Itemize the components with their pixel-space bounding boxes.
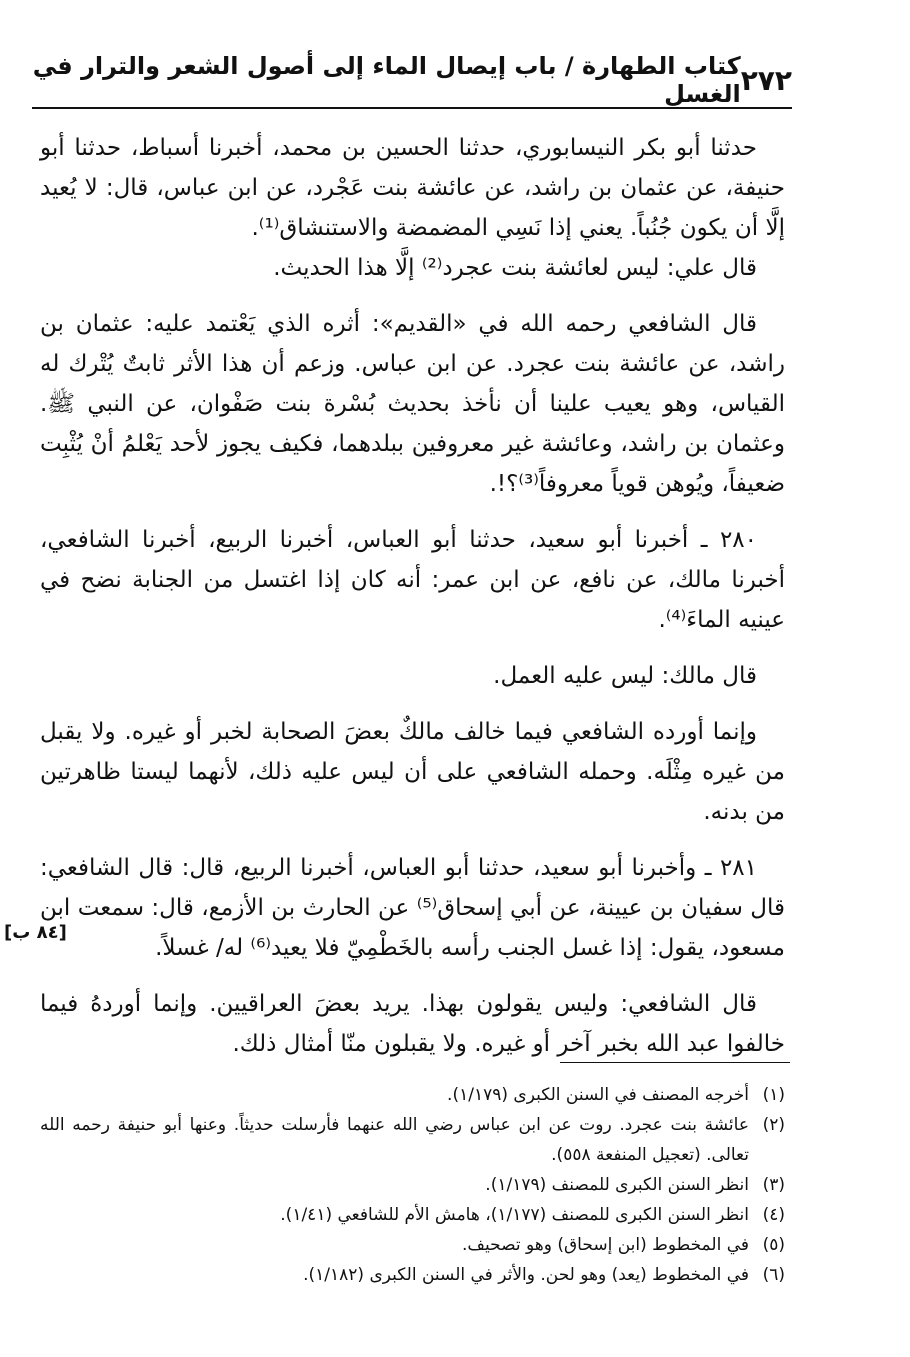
paragraph: ٢٨٠ ـ أخبرنا أبو سعيد، حدثنا أبو العباس، أخبرنا الربيع، أخبرنا الشافعي، أخبرنا مالك، عن نافع، عن ابن عمر: أنه كان إذا اغتسل من الجنابة نضح في عينيه الماءَ⁽⁴⁾. — [40, 527, 785, 633]
main-text — [40, 128, 785, 1064]
paragraph: قال علي: ليس لعائشة بنت عجرد⁽²⁾ إلَّا هذا الحديث. — [273, 255, 757, 281]
footnote-number: (٣) — [762, 1175, 785, 1195]
paragraph: قال الشافعي رحمه الله في «القديم»: أثره الذي يَعْتمد عليه: عثمان بن راشد، عن عائشة بنت عجرد. عن ابن عباس. وزعم أن هذا الأثر ثابتٌ يُتْرك له القياس، وهو يعيب علينا أن نأخذ بحديث بُسْرة بنت صَفْوان، عن النبي ﷺ. وعثمان بن راشد، وعائشة غير معروفين ببلدهما، فكيف يجوز لأحد يَعْلمُ أنْ يُثْبِت ضعيفاً، ويُوهن قوياً معروفاً⁽³⁾؟!. — [40, 311, 785, 497]
footnote — [40, 1260, 785, 1290]
paragraph: وإنما أورده الشافعي فيما خالف مالكٌ بعضَ الصحابة لخبر أو غيره. ولا يقبل من غيره مِثْلَه. وحمله الشافعي على أن ليس عليه ذلك، لأنهما ليستا ظاهرتين من بدنه. — [40, 719, 785, 825]
footnote — [40, 1200, 785, 1230]
footnote-number: (٦) — [762, 1265, 785, 1285]
footnote-text: في المخطوط (يعد) وهو لحن. والأثر في السنن الكبرى (١/١٨٢). — [303, 1265, 749, 1285]
footnote-number: (٢) — [762, 1115, 785, 1135]
footnote — [40, 1110, 785, 1170]
page-header — [32, 52, 792, 108]
paragraph: حدثنا أبو بكر النيسابوري، حدثنا الحسين بن محمد، أخبرنا أسباط، حدثنا أبو حنيفة، عن عثمان بن راشد، عن عائشة بنت عَجْرد، عن ابن عباس، قال: لا يُعيد إلَّا أن يكون جُنُباً. يعني إذا نَسِي المضمضة والاستنشاق⁽¹⁾. — [40, 135, 785, 241]
footnote — [40, 1170, 785, 1200]
footnote-number: (٥) — [762, 1235, 785, 1255]
footnote-text: عائشة بنت عجرد. روت عن ابن عباس رضي الله عنهما فأرسلت حديثاً. وعنها أبو حنيفة رحمه الله تعالى. (تعجيل المنفعة ٥٥٨). — [40, 1115, 749, 1165]
footnote-text: في المخطوط (ابن إسحاق) وهو تصحيف. — [462, 1235, 749, 1255]
footnote-text: انظر السنن الكبرى للمصنف (١/١٧٧)، هامش الأم للشافعي (١/٤١). — [280, 1205, 749, 1225]
footnote-number: (١) — [762, 1085, 785, 1105]
footnote — [40, 1080, 785, 1110]
footnote-text: انظر السنن الكبرى للمصنف (١/١٧٩). — [485, 1175, 749, 1195]
margin-folio-note: [٨٤ ب] — [4, 922, 67, 943]
footnote-rule — [560, 1062, 790, 1063]
footnote — [40, 1230, 785, 1260]
paragraph: قال الشافعي: وليس يقولون بهذا. يريد بعضَ العراقيين. وإنما أوردهُ فيما خالفوا عبد الله بخبر آخر أو غيره. ولا يقبلون منّا أمثال ذلك. — [40, 991, 785, 1057]
header-rule — [32, 107, 792, 109]
paragraph: قال مالك: ليس عليه العمل. — [493, 663, 757, 689]
page-number: ٢٧٢ — [740, 63, 792, 97]
footnotes — [40, 1080, 785, 1290]
paragraph: ٢٨١ ـ وأخبرنا أبو سعيد، حدثنا أبو العباس، أخبرنا الربيع، قال: قال الشافعي: قال سفيان بن عيينة، عن أبي إسحاق⁽⁵⁾ عن الحارث بن الأزمع، قال: سمعت ابن مسعود، يقول: إذا غسل الجنب رأسه بالخَطْمِيّ فلا يعيد⁽⁶⁾ له/ غسلاً. — [40, 855, 785, 961]
footnote-number: (٤) — [762, 1205, 785, 1225]
running-title: كتاب الطهارة / باب إيصال الماء إلى أصول الشعر والترار في الغسل — [32, 52, 741, 108]
footnote-text: أخرجه المصنف في السنن الكبرى (١/١٧٩). — [447, 1085, 749, 1105]
